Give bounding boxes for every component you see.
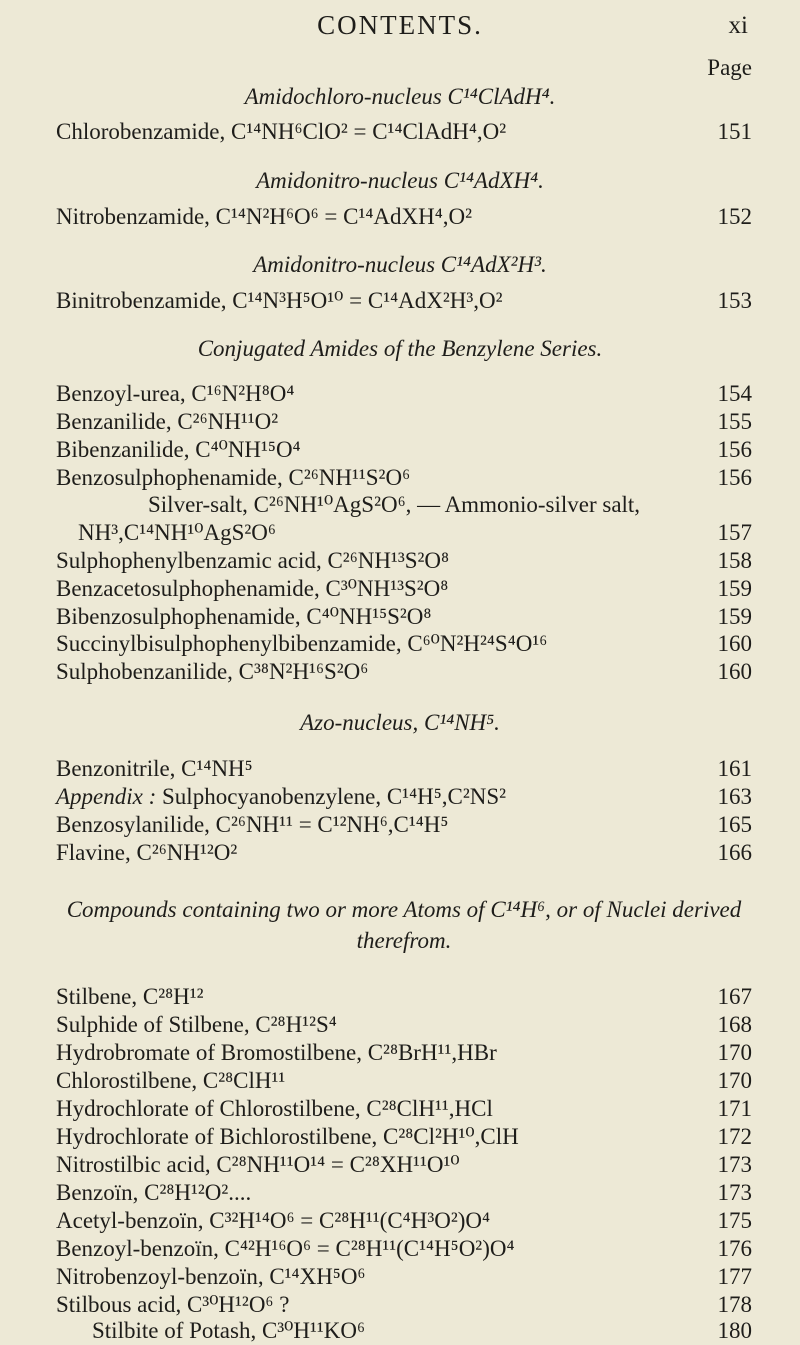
entry-page: 168 (717, 1012, 752, 1037)
toc-entry (56, 519, 752, 547)
entry-text: Acetyl-benzoïn, C³²H¹⁴O⁶ = C²⁸H¹¹(C⁴H³O²)O⁴ (56, 1208, 491, 1233)
toc-entry (56, 1318, 752, 1343)
toc-entry (56, 1235, 752, 1263)
toc-entry (56, 380, 752, 408)
appendix-entry (56, 783, 506, 811)
page-column-label: Page (707, 55, 752, 80)
entry-page: 157 (717, 520, 752, 545)
entry-text: Hydrochlorate of Bichlorostilbene, C²⁸Cl²H¹⁰,ClH (56, 1124, 519, 1149)
section-title: Azo-nucleus, C¹⁴NH⁵. (300, 710, 500, 735)
entry-text: NH³,C¹⁴NH¹⁰AgS²O⁶ (78, 520, 276, 545)
toc-entry (56, 408, 752, 436)
section-title: Compounds containing two or more Atoms of C¹⁴H⁶, or of Nuclei derived therefrom. (66, 897, 742, 953)
appendix-label: Appendix : (56, 784, 157, 809)
entry-page: 160 (717, 631, 752, 656)
toc-entry (56, 1067, 752, 1095)
entry-text: Benzoyl-urea, C¹⁶N²H⁸O⁴ (56, 381, 295, 406)
entry-text: Stilbite of Potash, C³⁰H¹¹KO⁶ (92, 1318, 366, 1343)
entry-text: Nitrobenzoyl-benzoïn, C¹⁴XH⁵O⁶ (56, 1264, 366, 1289)
entry-page: 161 (717, 756, 752, 781)
entry-text: Succinylbisulphophenylbibenzamide, C⁶⁰N²H²⁴S⁴O¹⁶ (56, 631, 548, 656)
entry-text: Chlorobenzamide, C¹⁴NH⁶ClO² = C¹⁴ClAdH⁴,O² (56, 119, 507, 144)
entry-text: Hydrochlorate of Chlorostilbene, C²⁸ClH¹¹,HCl (56, 1096, 493, 1121)
toc-entry (56, 436, 752, 464)
entry-text: Chlorostilbene, C²⁸ClH¹¹ (56, 1068, 286, 1093)
entry-page: 151 (717, 119, 752, 144)
entry-page: 173 (717, 1180, 752, 1205)
section-title: Amidochloro-nucleus C¹⁴ClAdH⁴. (244, 84, 556, 109)
toc-entry (56, 1151, 752, 1179)
header-page-number: xi (728, 12, 748, 39)
entry-page: 171 (717, 1096, 752, 1121)
toc-entry (56, 755, 752, 783)
entry-text: Benzosylanilide, C²⁶NH¹¹ = C¹²NH⁶,C¹⁴H⁵ (56, 812, 449, 837)
toc-entry (56, 839, 752, 867)
entry-page: 152 (717, 204, 752, 229)
entry-page: 167 (717, 984, 752, 1009)
entry-page: 173 (717, 1152, 752, 1177)
toc-entry (56, 575, 752, 603)
entry-page: 176 (717, 1236, 752, 1261)
toc-entry (56, 547, 752, 575)
entry-text: Bibenzosulphophenamide, C⁴⁰NH¹⁵S²O⁸ (56, 604, 432, 629)
entry-page: 170 (717, 1068, 752, 1093)
entry-text: Benzoïn, C²⁸H¹²O².... (56, 1180, 252, 1205)
entry-page: 172 (717, 1124, 752, 1149)
entry-page: 155 (717, 409, 752, 434)
entry-text: Stilbous acid, C³⁰H¹²O⁶ ? (56, 1292, 290, 1317)
entry-text: Sulphide of Stilbene, C²⁸H¹²S⁴ (56, 1012, 337, 1037)
toc-entry (56, 1039, 752, 1067)
toc-entry (56, 658, 752, 686)
entry-page: 177 (717, 1264, 752, 1289)
entry-text: Stilbene, C²⁸H¹² (56, 984, 204, 1009)
entry-text: Benzanilide, C²⁶NH¹¹O² (56, 409, 279, 434)
section-title: Amidonitro-nucleus C¹⁴AdX²H³. (253, 252, 547, 277)
toc-entry (56, 203, 752, 231)
entry-text: Nitrostilbic acid, C²⁸NH¹¹O¹⁴ = C²⁸XH¹¹O¹⁰ (56, 1152, 460, 1177)
toc-entry (56, 811, 752, 839)
running-header (0, 10, 800, 44)
entry-page: 156 (717, 465, 752, 490)
entry-text: Benzacetosulphophenamide, C³⁰NH¹³S²O⁸ (56, 576, 449, 601)
entry-text: Sulphocyanobenzylene, C¹⁴H⁵,C²NS² (162, 784, 507, 809)
entry-text: Benzonitrile, C¹⁴NH⁵ (56, 756, 253, 781)
entry-text: Hydrobromate of Bromostilbene, C²⁸BrH¹¹,HBr (56, 1040, 497, 1065)
toc-entry (56, 1179, 752, 1207)
entry-page: 159 (717, 576, 752, 601)
entry-text: Benzoyl-benzoïn, C⁴²H¹⁶O⁶ = C²⁸H¹¹(C¹⁴H⁵O²)O⁴ (56, 1236, 515, 1261)
section-title: Conjugated Amides of the Benzylene Series. (197, 336, 603, 361)
toc-entry (56, 783, 752, 811)
entry-page: 178 (717, 1292, 752, 1317)
header-title: CONTENTS. (317, 10, 483, 40)
toc-entry (56, 630, 752, 658)
entry-text: Sulphobenzanilide, C³⁸N²H¹⁶S²O⁶ (56, 659, 369, 684)
entry-text: Flavine, C²⁶NH¹²O² (56, 840, 238, 865)
toc-entry (56, 1011, 752, 1039)
toc-entry (56, 1123, 752, 1151)
toc-entry (56, 983, 752, 1011)
toc-entry (56, 1263, 752, 1291)
toc-entry (56, 1095, 752, 1123)
entry-text: Bibenzanilide, C⁴⁰NH¹⁵O⁴ (56, 437, 301, 462)
entry-text: Benzosulphophenamide, C²⁶NH¹¹S²O⁶ (56, 465, 411, 490)
entry-text: Nitrobenzamide, C¹⁴N²H⁶O⁶ = C¹⁴AdXH⁴,O² (56, 204, 473, 229)
toc-entry (56, 118, 752, 146)
entry-text: Silver-salt, C²⁶NH¹⁰AgS²O⁶, — Ammonio-silver salt, (148, 492, 641, 517)
toc-entry (56, 287, 752, 315)
entry-page: 163 (717, 784, 752, 809)
section-title: Amidonitro-nucleus C¹⁴AdXH⁴. (256, 168, 544, 193)
entry-text: Binitrobenzamide, C¹⁴N³H⁵O¹⁰ = C¹⁴AdX²H³,O² (56, 288, 503, 313)
entry-text: Sulphophenylbenzamic acid, C²⁶NH¹³S²O⁸ (56, 548, 450, 573)
entry-page: 158 (717, 548, 752, 573)
toc-entry (56, 1207, 752, 1235)
entry-page: 154 (717, 381, 752, 406)
toc-entry (56, 491, 752, 519)
entry-page: 160 (717, 659, 752, 684)
entry-page: 170 (717, 1040, 752, 1065)
toc-entry (56, 1291, 752, 1319)
entry-page: 166 (717, 840, 752, 865)
entry-page: 180 (717, 1318, 752, 1343)
entry-page: 165 (717, 812, 752, 837)
entry-page: 156 (717, 437, 752, 462)
entry-page: 159 (717, 604, 752, 629)
toc-entry (56, 464, 752, 492)
entry-page: 175 (717, 1208, 752, 1233)
toc-entry (56, 603, 752, 631)
entry-page: 153 (717, 288, 752, 313)
